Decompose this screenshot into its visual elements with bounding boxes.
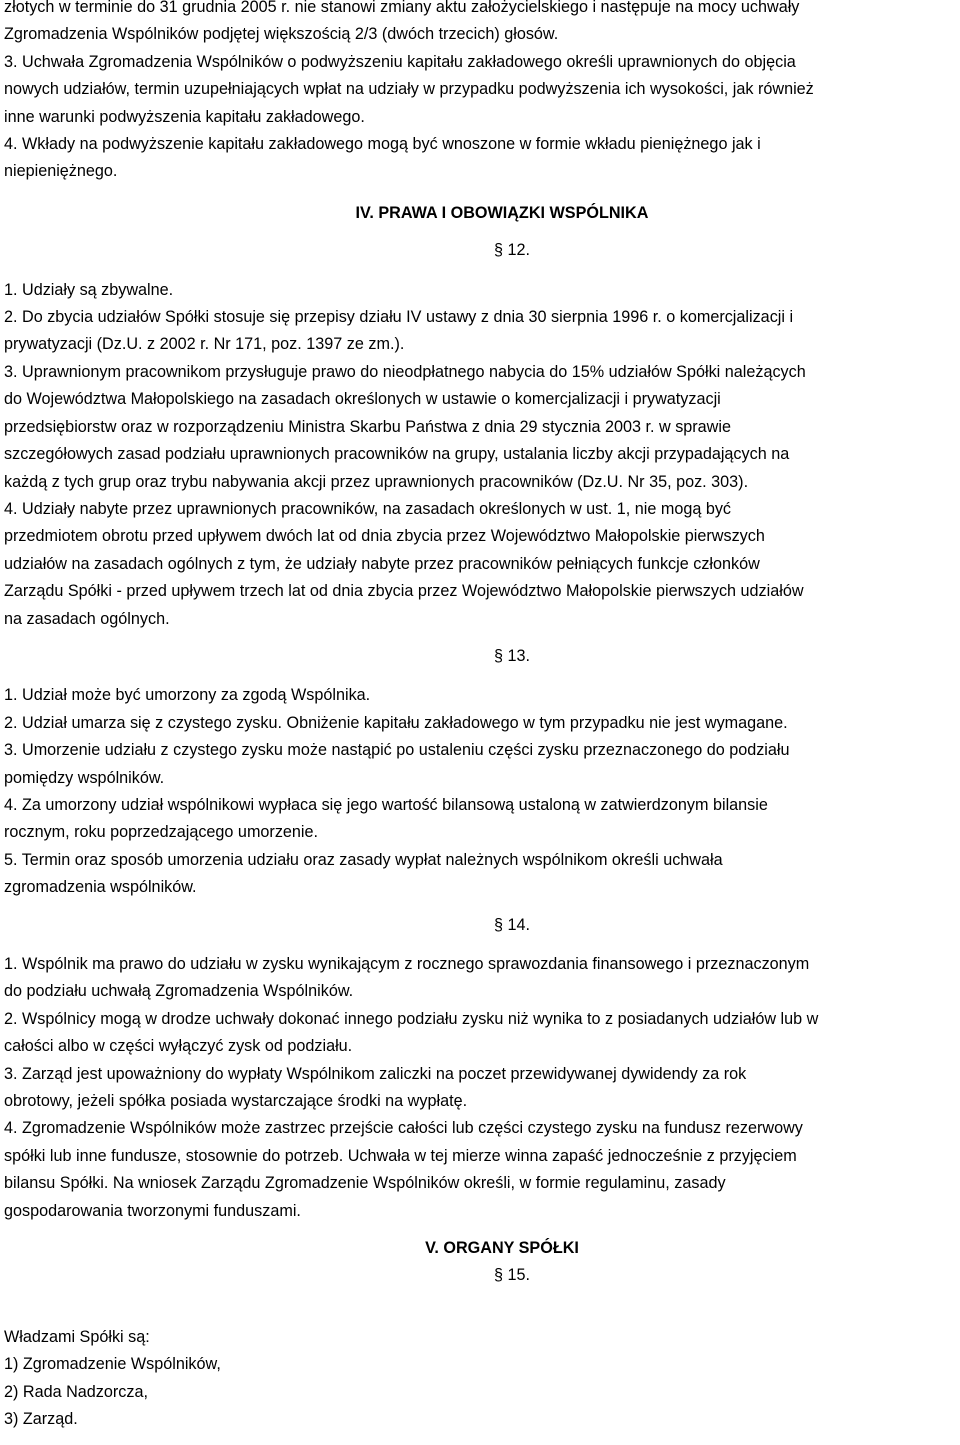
text-line: spółki lub inne fundusze, stosownie do potrzeb. Uchwała w tej mierze winna zapaść jednocześnie z przyjęciem xyxy=(4,1146,797,1165)
paragraph-sign: § 13. xyxy=(493,646,530,665)
text-line: nowych udziałów, termin uzupełniających wpłat na udziały w przypadku podwyższenia ich wysokości, jak również xyxy=(4,80,814,99)
paragraph-14 xyxy=(4,951,960,1225)
list-item: 1) Zgromadzenie Wspólników, xyxy=(4,1355,221,1374)
text-line: inne warunki podwyższenia kapitału zakładowego. xyxy=(4,107,365,126)
paragraph-15 xyxy=(4,1324,960,1434)
text-line: Zgromadzenia Wspólników podjętej większością 2/3 (dwóch trzecich) głosów. xyxy=(4,25,559,44)
paragraph-sign: § 12. xyxy=(493,241,530,260)
text-line: Zarządu Spółki - przed upływem trzech lat od dnia zbycia przez Województwo Małopolskie pierwszych udziałów xyxy=(4,582,804,601)
list-item: 2) Rada Nadzorcza, xyxy=(4,1382,148,1401)
spacer xyxy=(4,1302,960,1324)
text-line: 3. Uchwała Zgromadzenia Wspólników o podwyższeniu kapitału zakładowego określi uprawnionych do objęcia xyxy=(4,52,796,71)
text-line: bilansu Spółki. Na wniosek Zarządu Zgromadzenie Wspólników określi, w formie regulaminu, zasady xyxy=(4,1174,726,1193)
text-line: 3. Zarząd jest upoważniony do wypłaty Wspólnikom zaliczki na poczet przewidywanej dywidendy za rok xyxy=(4,1064,747,1083)
text-line: niepieniężnego. xyxy=(4,162,118,181)
text-line: 5. Termin oraz sposób umorzenia udziału oraz zasady wypłat należnych wspólnikom określi uchwała xyxy=(4,850,723,869)
text-line: przedsiębiorstw oraz w rozporządzeniu Ministra Skarbu Państwa z dnia 29 stycznia 2003 r. w sprawie xyxy=(4,417,731,436)
text-line: rocznym, roku poprzedzającego umorzenie. xyxy=(4,823,319,842)
text-line: obrotowy, jeżeli spółka posiada wystarczające środki na wypłatę. xyxy=(4,1092,468,1111)
text-line: 4. Zgromadzenie Wspólników może zastrzec przejście całości lub części czystego zysku na fundusz rezerwowy xyxy=(4,1119,803,1138)
text-line: na zasadach ogólnych. xyxy=(4,609,170,628)
document-page xyxy=(4,0,960,1434)
text-line: 1. Udziały są zbywalne. xyxy=(4,280,174,299)
paragraph-sign: § 14. xyxy=(493,915,530,934)
paragraph-sign: § 15. xyxy=(493,1266,530,1285)
text-line: 4. Za umorzony udział wspólnikowi wypłaca się jego wartość bilansową ustaloną w zatwierdzonym bilansie xyxy=(4,795,768,814)
text-line: całości albo w części wyłączyć zysk od podziału. xyxy=(4,1037,353,1056)
chapter-heading: IV. PRAWA I OBOWIĄZKI WSPÓLNIKA xyxy=(355,203,649,222)
text-line: 3. Umorzenie udziału z czystego zysku może nastąpić po ustaleniu części zysku przeznaczonego do podziału xyxy=(4,741,790,760)
text-line: szczegółowych zasad podziału uprawnionych pracowników na grupy, ustalania liczby akcji przypadających na xyxy=(4,445,790,464)
text-line: każdą z tych grup oraz trybu nabywania akcji przez uprawnionych pracowników (Dz.U. Nr 35, poz. 303). xyxy=(4,472,749,491)
text-line: prywatyzacji (Dz.U. z 2002 r. Nr 171, poz. 1397 ze zm.). xyxy=(4,335,405,354)
text-line: gospodarowania tworzonymi funduszami. xyxy=(4,1201,301,1220)
text-line: zgromadzenia wspólników. xyxy=(4,878,197,897)
chapter-heading: V. ORGANY SPÓŁKI xyxy=(425,1239,579,1258)
paragraph-13 xyxy=(4,682,960,901)
text-line: do Województwa Małopolskiego na zasadach określonych w ustawie o komercjalizacji i prywatyzacji xyxy=(4,390,721,409)
text-line: 3. Uprawnionym pracownikom przysługuje prawo do nieodpłatnego nabycia do 15% udziałów Spółki należących xyxy=(4,362,806,381)
text-line: 2. Do zbycia udziałów Spółki stosuje się przepisy działu IV ustawy z dnia 30 sierpnia 1996 r. o komercjalizacji i xyxy=(4,308,794,327)
previous-section-text xyxy=(4,0,960,186)
text-line: 2. Wspólnicy mogą w drodze uchwały dokonać innego podziału zysku niż wynika to z posiadanych udziałów lub w xyxy=(4,1009,819,1028)
text-line: przedmiotem obrotu przed upływem dwóch lat od dnia zbycia przez Województwo Małopolskie pierwszych xyxy=(4,527,765,546)
text-line: do podziału uchwałą Zgromadzenia Wspólników. xyxy=(4,982,354,1001)
text-line: pomiędzy wspólników. xyxy=(4,768,165,787)
text-line: Władzami Spółki są: xyxy=(4,1327,150,1346)
paragraph-12 xyxy=(4,277,960,633)
text-line: 4. Udziały nabyte przez uprawnionych pracowników, na zasadach określonych w ust. 1, nie mogą być xyxy=(4,499,732,518)
text-line: 1. Udział może być umorzony za zgodą Wspólnika. xyxy=(4,686,371,705)
text-line: 2. Udział umarza się z czystego zysku. Obniżenie kapitału zakładowego w tym przypadku nie jest wymagane. xyxy=(4,713,788,732)
text-line: 4. Wkłady na podwyższenie kapitału zakładowego mogą być wnoszone w formie wkładu pieniężnego jak i xyxy=(4,135,761,154)
text-line: 1. Wspólnik ma prawo do udziału w zysku wynikającym z rocznego sprawozdania finansowego i przeznaczonym xyxy=(4,955,810,973)
list-item: 3) Zarząd. xyxy=(4,1410,78,1429)
text-line: złotych w terminie do 31 grudnia 2005 r. nie stanowi zmiany aktu założycielskiego i następuje na mocy uchwały xyxy=(4,0,800,16)
text-line: udziałów na zasadach ogólnych z tym, że udziały nabyte przez pracowników pełniących funkcje członków xyxy=(4,554,760,573)
